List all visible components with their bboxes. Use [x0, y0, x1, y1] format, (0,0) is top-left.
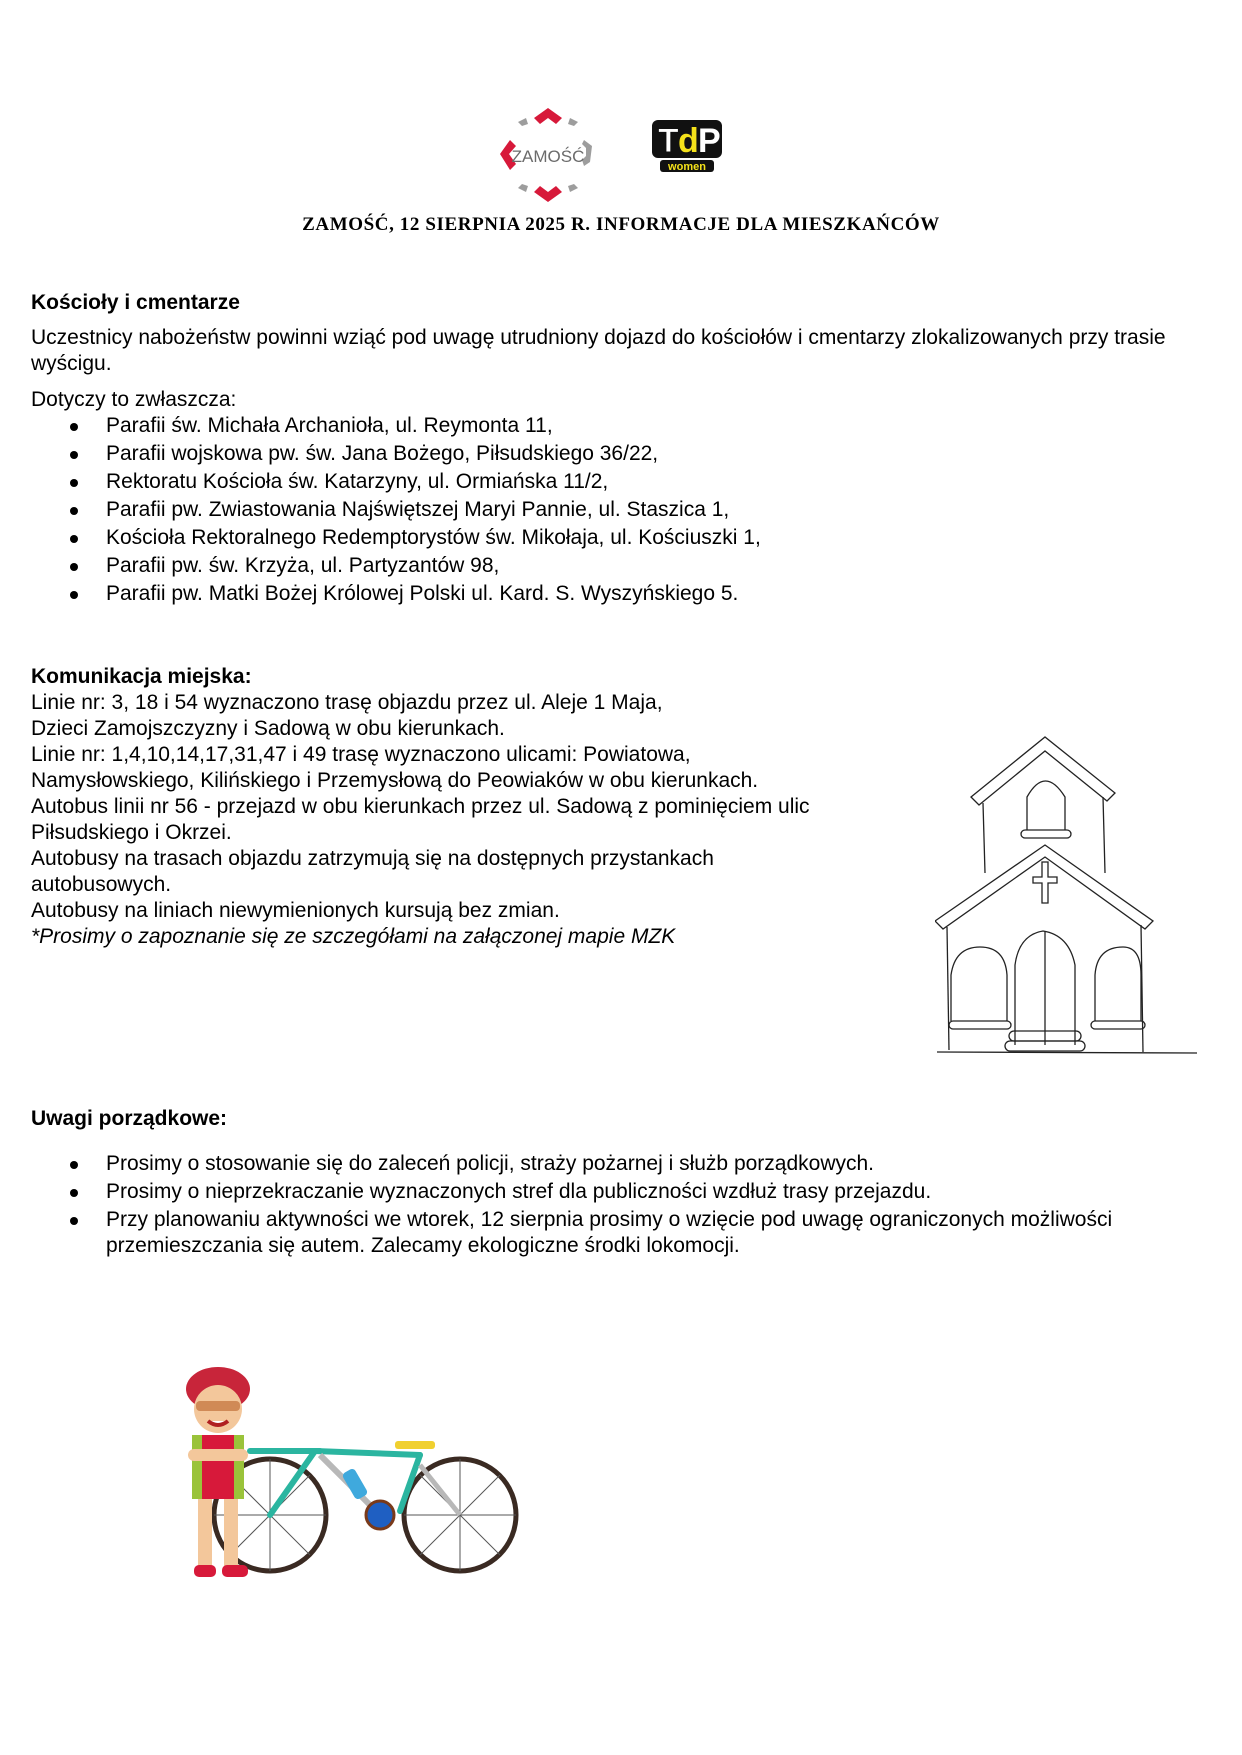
church-illustration [935, 725, 1205, 1065]
bullet-icon [70, 535, 78, 543]
svg-text:P: P [698, 122, 721, 160]
transport-map-note: *Prosimy o zapoznanie się ze szczegółami na załączonej mapie MZK [31, 925, 676, 948]
list-item: Prosimy o stosowanie się do zaleceń policji, straży pożarnej i służb porządkowych. [0, 1151, 1216, 1179]
bullet-icon [70, 479, 78, 487]
order-list [0, 1151, 1216, 1259]
list-item: Prosimy o nieprzekraczanie wyznaczonych stref dla publiczności wzdłuż trasy przejazdu. [0, 1179, 1216, 1207]
order-heading: Uwagi porządkowe: [31, 1107, 228, 1130]
transport-line: Linie nr: 3, 18 i 54 wyznaczono trasę objazdu przez ul. Aleje 1 Maja, [31, 691, 663, 714]
transport-line: Dzieci Zamojszczyzny i Sadową w obu kierunkach. [31, 717, 505, 740]
transport-line: autobusowych. [31, 873, 172, 896]
churches-intro: Uczestnicy nabożeństw powinni wziąć pod uwagę utrudniony dojazd do kościołów i cmentarzy zlokalizowanych przy trasie wyścigu. [31, 326, 1166, 375]
list-item: Parafii pw. Zwiastowania Najświętszej Maryi Pannie, ul. Staszica 1, [0, 497, 761, 525]
list-item: Parafii wojskowa pw. św. Jana Bożego, Piłsudskiego 36/22, [0, 441, 761, 469]
churches-list [0, 413, 761, 609]
tdp-women-logo [650, 118, 724, 174]
bullet-icon [70, 423, 78, 431]
transport-line: Autobusy na liniach niewymienionych kursują bez zmian. [31, 899, 560, 922]
transport-line: Piłsudskiego i Okrzei. [31, 821, 232, 844]
document-title: ZAMOŚĆ, 12 SIERPNIA 2025 R. INFORMACJE DLA MIESZKAŃCÓW [302, 214, 940, 235]
bullet-icon [70, 591, 78, 599]
bullet-icon [70, 1217, 78, 1225]
list-item: Parafii św. Michała Archanioła, ul. Reymonta 11, [0, 413, 761, 441]
list-item: Parafii pw. św. Krzyża, ul. Partyzantów 98, [0, 553, 761, 581]
transport-line: Linie nr: 1,4,10,14,17,31,47 i 49 trasę wyznaczono ulicami: Powiatowa, [31, 743, 691, 766]
zamosc-logo [496, 104, 600, 208]
transport-line: Autobusy na trasach objazdu zatrzymują się na dostępnych przystankach [31, 847, 714, 870]
transport-line: Autobus linii nr 56 - przejazd w obu kierunkach przez ul. Sadową z pominięciem ulic [31, 795, 810, 818]
churches-lead: Dotyczy to zwłaszcza: [31, 388, 237, 411]
bullet-icon [70, 1161, 78, 1169]
bullet-icon [70, 563, 78, 571]
list-item: Kościoła Rektoralnego Redemptorystów św. Mikołaja, ul. Kościuszki 1, [0, 525, 761, 553]
zamosc-logo-icon [496, 104, 600, 208]
svg-text:women: women [668, 161, 706, 173]
bullet-icon [70, 507, 78, 515]
svg-text:ZAMOŚĆ: ZAMOŚĆ [511, 147, 585, 166]
bullet-icon [70, 451, 78, 459]
svg-text:d: d [678, 122, 699, 160]
cyclist-illustration [170, 1365, 520, 1595]
list-item: Parafii pw. Matki Bożej Królowej Polski ul. Kard. S. Wyszyńskiego 5. [0, 581, 761, 609]
bullet-icon [70, 1189, 78, 1197]
list-item: Rektoratu Kościoła św. Katarzyny, ul. Ormiańska 11/2, [0, 469, 761, 497]
transport-line: Namysłowskiego, Kilińskiego i Przemysłową do Peowiaków w obu kierunkach. [31, 769, 759, 792]
list-item: Przy planowaniu aktywności we wtorek, 12 sierpnia prosimy o wzięcie pod uwagę ograniczonych możliwości przemieszczania się autem. Zalecamy ekologiczne środki lokomocji. [0, 1207, 1216, 1259]
churches-heading: Kościoły i cmentarze [31, 291, 240, 314]
tdp-women-logo-icon [650, 118, 724, 174]
cyclist-with-bike-icon [170, 1365, 520, 1595]
church-icon [935, 725, 1205, 1065]
svg-text:T: T [658, 122, 679, 160]
transport-heading: Komunikacja miejska: [31, 665, 252, 688]
